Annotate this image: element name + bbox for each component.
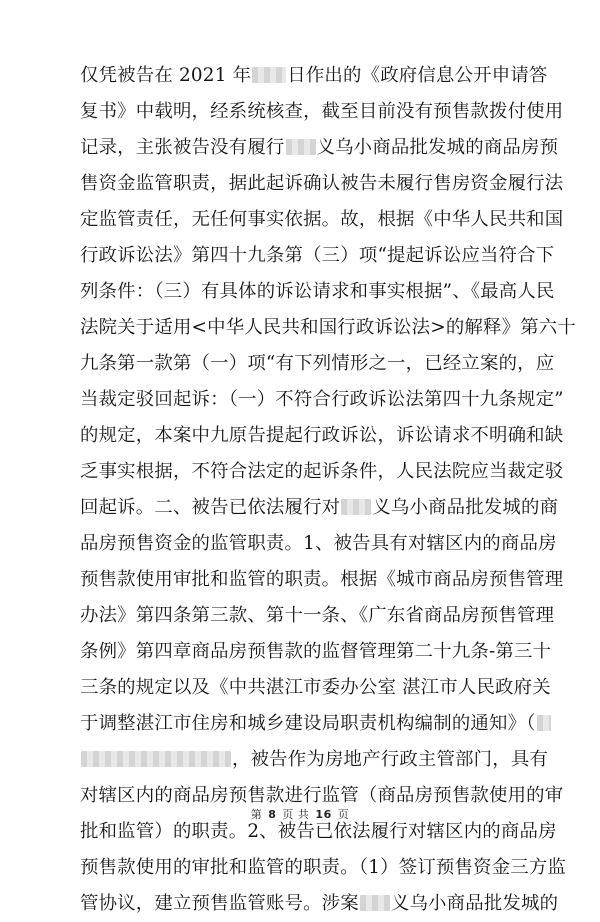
text-line — [80, 742, 549, 778]
line-text: 列条件：（三）有具体的诉讼请求和事实根据”、《最高人民 — [80, 281, 555, 302]
text-line — [80, 598, 555, 634]
footer-suffix: 页 — [337, 808, 350, 821]
line-text: 记录，主张被告没有履行 — [80, 137, 285, 158]
text-line — [80, 454, 564, 490]
line-text: 仅凭被告在 2021 年 — [80, 65, 252, 86]
text-line — [80, 202, 564, 238]
text-line — [80, 58, 548, 94]
text-line — [80, 382, 564, 418]
line-text: 预售款使用审批和监管的职责。根据《城市商品房预售管理 — [80, 569, 564, 590]
line-text: 售资金监管职责，据此起诉确认被告未履行售房资金履行法 — [80, 173, 564, 194]
line-text: 管协议，建立预售监管账号。涉案 — [80, 893, 359, 914]
footer-middle: 页 共 — [282, 808, 310, 821]
text-line — [80, 130, 559, 166]
page-number: 8 — [268, 808, 277, 821]
line-text: 品房预售资金的监管职责。1、被告具有对辖区内的商品房 — [80, 533, 557, 554]
line-text: 预售款使用的审批和监管的职责。（1）签订预售资金三方监 — [80, 857, 567, 878]
redaction-mark — [286, 139, 316, 155]
text-line — [80, 418, 564, 454]
text-line — [80, 94, 564, 130]
text-line — [80, 238, 555, 274]
line-text: 条例》第四章商品房预售款的监督管理第二十九条-第三十 — [80, 641, 552, 662]
redaction-mark — [252, 67, 286, 83]
line-text: 复书》中载明，经系统核查，截至目前没有预售款拨付使用 — [80, 101, 564, 122]
line-text: 三条的规定以及《中共湛江市委办公室 湛江市人民政府关 — [80, 677, 551, 698]
redaction-mark — [537, 715, 551, 731]
text-line — [80, 850, 567, 886]
page-footer — [0, 806, 600, 822]
redaction-mark — [341, 499, 371, 515]
footer-prefix: 第 — [250, 808, 263, 821]
text-line — [80, 166, 564, 202]
line-text: 行政诉讼法》第四十九条第（三）项“提起诉讼应当符合下 — [80, 245, 555, 266]
redaction-mark — [81, 751, 231, 767]
text-line — [80, 562, 564, 598]
line-text: 九条第一款第（一）项“有下列情形之一，已经立案的，应 — [80, 353, 555, 374]
line-text: 的规定，本案中九原告提起行政诉讼，诉讼请求不明确和缺 — [80, 425, 564, 446]
line-text: 日作出的《政府信息公开申请答 — [287, 65, 548, 86]
body-text — [80, 58, 576, 922]
line-text: 当裁定驳回起诉：（一）不符合行政诉讼法第四十九条规定” — [80, 389, 564, 410]
text-line — [80, 886, 559, 922]
redaction-mark — [360, 895, 390, 911]
text-line — [80, 490, 559, 526]
text-line — [80, 346, 555, 382]
line-text: ，被告作为房地产行政主管部门，具有 — [232, 749, 549, 770]
line-text: 法院关于适用<中华人民共和国行政诉讼法>的解释》第六十 — [80, 317, 576, 338]
line-text: 义乌小商品批发城的商 — [372, 497, 559, 518]
line-text: 定监管责任，无任何事实依据。故，根据《中华人民共和国 — [80, 209, 564, 230]
text-line — [80, 526, 557, 562]
line-text: 回起诉。二、被告已依法履行对 — [80, 497, 341, 518]
line-text: 乏事实根据，不符合法定的起诉条件，人民法院应当裁定驳 — [80, 461, 564, 482]
line-text: 办法》第四条第三款、第十一条、《广东省商品房预售管理 — [80, 605, 555, 626]
line-text: 于调整湛江市住房和城乡建设局职责机构编制的通知》（ — [80, 713, 536, 734]
line-text: 对辖区内的商品房预售款进行监管（商品房预售款使用的审 — [80, 785, 564, 806]
text-line — [80, 274, 555, 310]
line-text: 批和监管）的职责。2、被告已依法履行对辖区内的商品房 — [80, 821, 557, 842]
text-line — [80, 310, 576, 346]
total-pages: 16 — [315, 808, 332, 821]
line-text: 义乌小商品批发城的 — [390, 893, 559, 914]
text-line — [80, 706, 536, 742]
text-line — [80, 670, 551, 706]
text-line — [80, 634, 552, 670]
line-text: 义乌小商品批发城的商品房预 — [316, 137, 559, 158]
